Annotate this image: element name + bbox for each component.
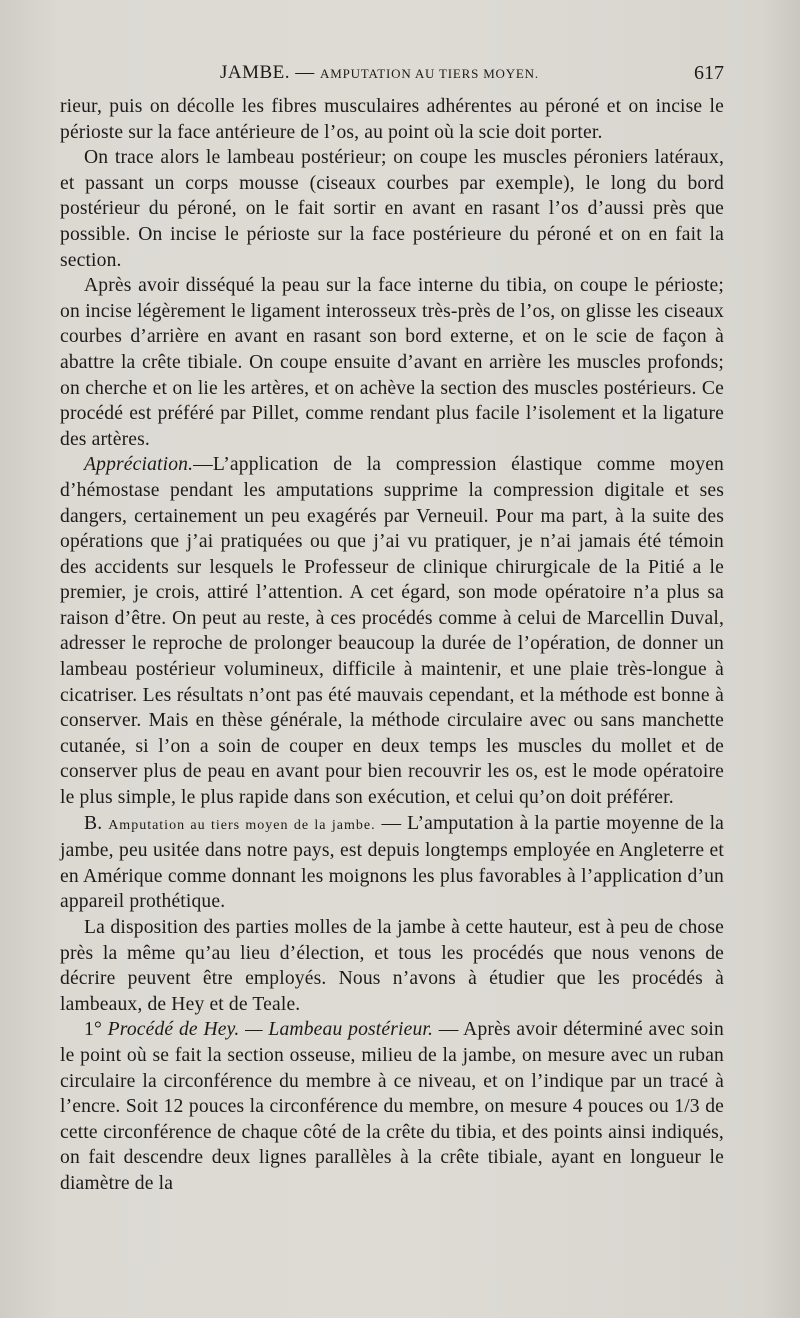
hey-number: 1° [84,1019,102,1041]
running-head-subtitle: AMPUTATION AU TIERS MOYEN. [320,66,539,81]
hey-text: — Après avoir déterminé avec soin le point où se fait la section osseuse, milieu de la jambe, on mesure avec un ruban circulaire la circonférence du membre à ce niveau, et on l’indique par un tracé à l’encre. Soit 12 pouces la circonférence du membre, on mesure 4 pouces ou 1/3 de cette circonférence de chaque côté de la crête du tibia, et des points ainsi indiqués, on fait descendre deux lignes parallèles à la crête tibiale, ayant en longueur le diamètre de la [60,1019,724,1194]
paragraph-2: On trace alors le lambeau postérieur; on coupe les muscles péroniers latéraux, et passant un corps mousse (ciseaux courbes par exemple), le long du bord postérieur du péroné, on le fait sortir en avant en rasant l’os d’aussi près que possible. On incise le périoste sur la face postérieure du péroné et on en fait la section. [60,147,724,271]
paragraph-6: La disposition des parties molles de la jambe à cette hauteur, est à peu de chose près la même qu’au lieu d’élection, et tous les procédés que nous venons de décrire peuvent être employés. Nous n’avons à étudier que les procédés à lambeaux, de Hey et de Teale. [60,917,724,1015]
paragraph-3: Après avoir disséqué la peau sur la face interne du tibia, on coupe le périoste; on incise légèrement le ligament interosseux très-près de l’os, on glisse les ciseaux courbes d’arrière en avant en rasant son bord externe, et on le scie de façon à abattre la crête tibiale. On coupe ensuite d’avant en arrière les muscles profonds; on cherche et on lie les artères, et on achève la section des muscles postérieurs. Ce procédé est préféré par Pillet, comme rendant plus facile l’isolement et la ligature des artères. [60,275,724,450]
section-b-text: — L’amputation à la partie moyenne de la jambe, peu usitée dans notre pays, est depuis longtemps employée en Angleterre et en Amérique comme donnant les moignons les plus favorables à l’application d’un appareil prothétique. [60,812,725,913]
page-number: 617 [694,62,724,84]
running-head-main: JAMBE. — [220,62,315,83]
paragraph-hey [60,1017,724,1196]
appreciation-text: —L’application de la compression élastique comme moyen d’hémostase pendant les amputations supprime la compression digitale et ses dangers, certainement un peu exagérés par Verneuil. Pour ma part, à la suite des opérations que j’ai pratiquées ou que j’ai vu pratiquer, je n’ai jamais été témoin des accidents sur lesquels le Professeur de clinique chirurgicale de la Pitié a le premier, je crois, attiré l’attention. A cet égard, son mode opératoire n’a plus sa raison d’être. On peut au reste, à ces procédés comme à celui de Marcellin Duval, adresser le reproche de prolonger beaucoup la durée de l’opération, de donner un lambeau postérieur volumineux, difficile à maintenir, et une plaie très-longue à cicatriser. Les résultats n’ont pas été mauvais cependant, et la méthode est bonne à conserver. Mais en thèse générale, la méthode circulaire avec ou sans manchette cutanée, si l’on a soin de couper en deux temps les muscles du mollet et de conserver plus de peau en avant pour bien recouvrir les os, est le mode opératoire le plus simple, le plus rapide dans son exécution, et celui qu’on doit préférer. [60,454,724,809]
paragraph-appreciation [60,452,724,810]
hey-heading: Procédé de Hey. — Lambeau postérieur. [107,1019,434,1041]
appreciation-heading: Appréciation. [84,454,194,476]
section-b-heading: Amputation au tiers moyen de la jambe. [108,817,376,833]
page-header [60,62,724,88]
paragraph-section-b [60,811,724,915]
running-head [220,62,539,84]
section-b-label: B. [84,812,103,834]
paragraph-1: rieur, puis on décolle les fibres musculaires adhérentes au péroné et on incise le périoste sur la face antérieure de l’os, au point où la scie doit porter. [60,96,724,143]
body-text [60,94,724,1197]
